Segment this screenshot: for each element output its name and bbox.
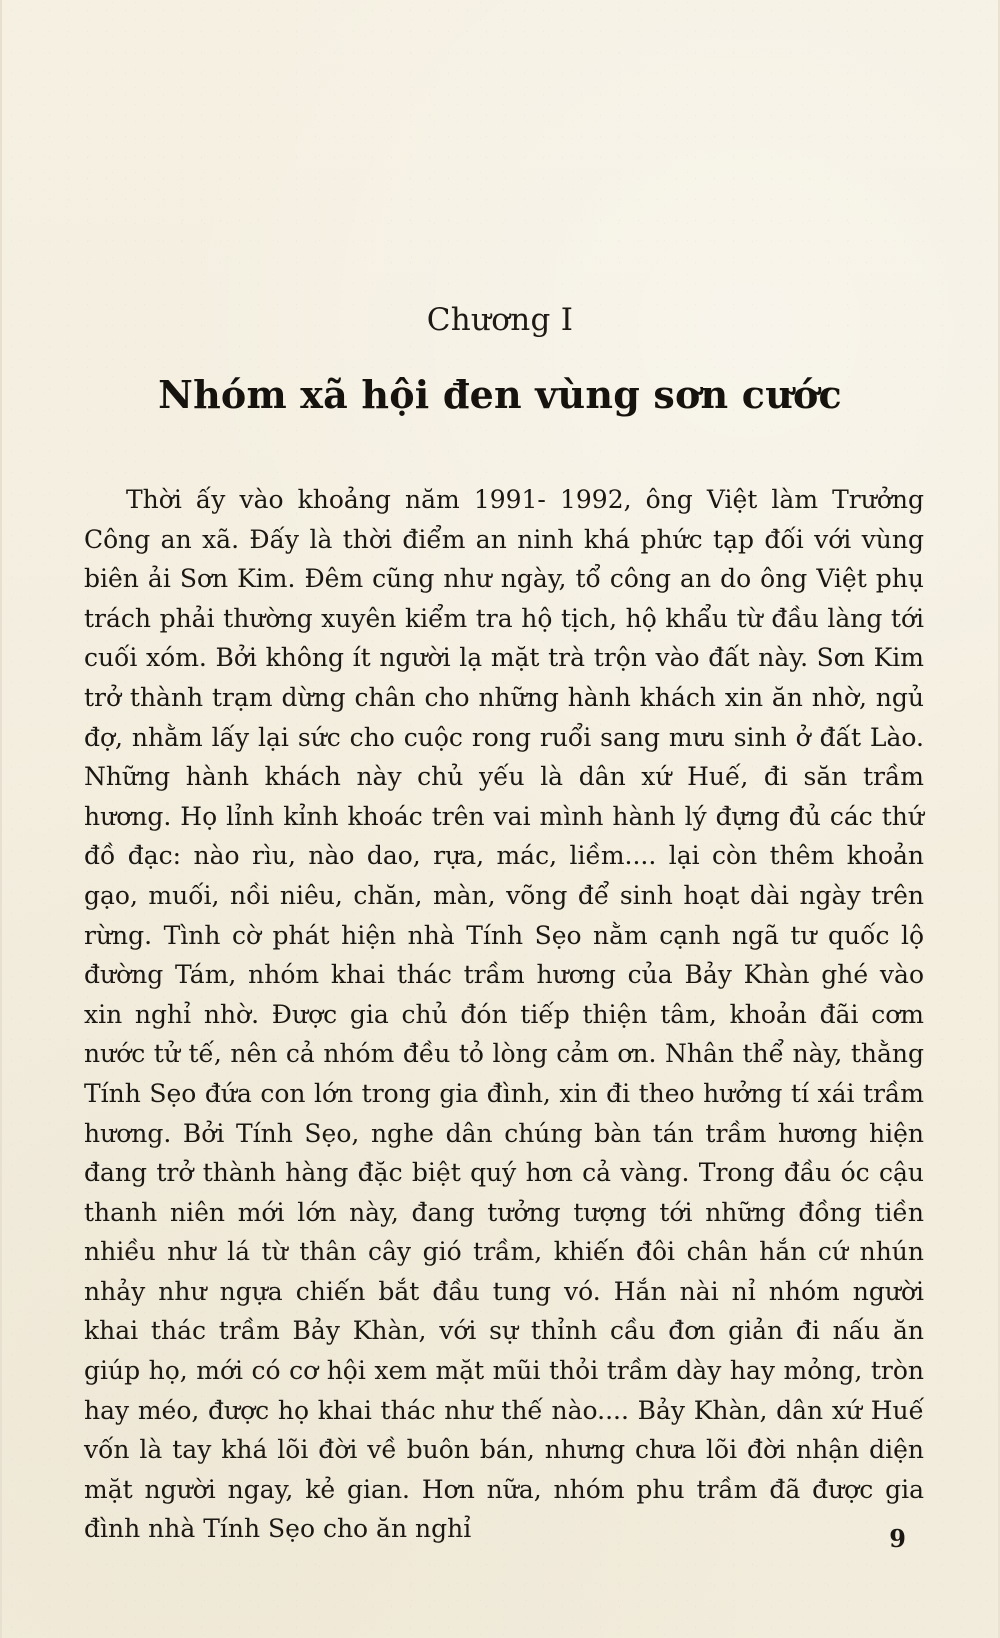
chapter-title: Nhóm xã hội đen vùng sơn cước: [158, 372, 842, 417]
body-text: [84, 480, 924, 1549]
paragraph: Thời ấy vào khoảng năm 1991- 1992, ông Việt làm Trưởng Công an xã. Đấy là thời điểm an ninh khá phức tạp đối với vùng biên ải Sơn Kim. Đêm cũng như ngày, tổ công an do ông Việt phụ trách phải thường xuyên kiểm tra hộ tịch, hộ khẩu từ đầu làng tới cuối xóm. Bởi không ít người lạ mặt trà trộn vào đất này. Sơn Kim trở thành trạm dừng chân cho những hành khách xin ăn nhờ, ngủ đợ, nhằm lấy lại sức cho cuộc rong ruổi sang mưu sinh ở đất Lào. Những hành khách này chủ yếu là dân xứ Huế, đi săn trầm hương. Họ lỉnh kỉnh khoác trên vai mình hành lý đựng đủ các thứ đồ đạc: nào rìu, nào dao, rựa, mác, liềm.... lại còn thêm khoản gạo, muối, nồi niêu, chăn, màn, võng để sinh hoạt dài ngày trên rừng. Tình cờ phát hiện nhà Tính Sẹo nằm cạnh ngã tư quốc lộ đường Tám, nhóm khai thác trầm hương của Bảy Khàn ghé vào xin nghỉ nhờ. Được gia chủ đón tiếp thiện tâm, khoản đãi cơm nước tử tế, nên cả nhóm đều tỏ lòng cảm ơn. Nhân thể này, thằng Tính Sẹo đứa con lớn trong gia đình, xin đi theo hưởng tí xái trầm hương. Bởi Tính Sẹo, nghe dân chúng bàn tán trầm hương hiện đang trở thành hàng đặc biệt quý hơn cả vàng. Trong đầu óc cậu thanh niên mới lớn này, đang tưởng tượng tới những đồng tiền nhiều như lá từ thân cây gió trầm, khiến đôi chân hắn cứ nhún nhảy như ngựa chiến bắt đầu tung vó. Hắn nài nỉ nhóm người khai thác trầm Bảy Khàn, với sự thỉnh cầu đơn giản đi nấu ăn giúp họ, mới có cơ hội xem mặt mũi thỏi trầm dày hay mỏng, tròn hay méo, được họ khai thác như thế nào.... Bảy Khàn, dân xứ Huế vốn là tay khá lõi đời về buôn bán, nhưng chưa lõi đời nhận diện mặt người ngay, kẻ gian. Hơn nữa, nhóm phu trầm đã được gia đình nhà Tính Sẹo cho ăn nghỉ: [84, 485, 924, 1544]
page-number: 9: [889, 1524, 906, 1553]
chapter-label: Chương I: [426, 302, 574, 338]
